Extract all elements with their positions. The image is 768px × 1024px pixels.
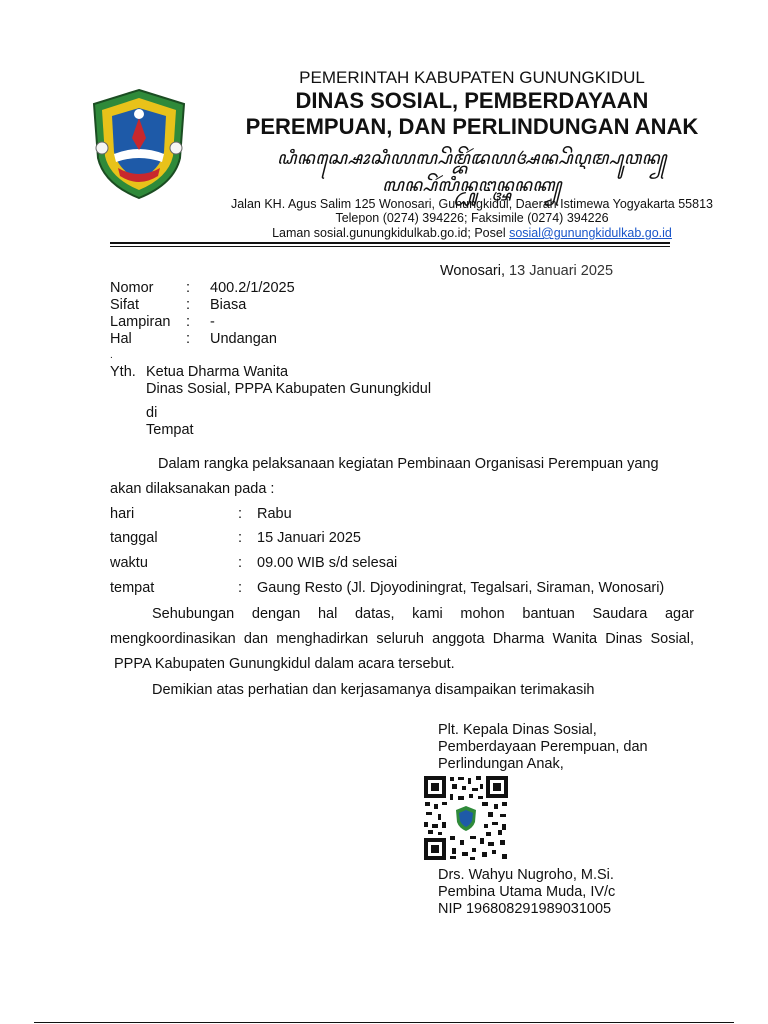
signer-rank: Pembina Utama Muda, IV/c (438, 884, 616, 900)
date-value: 13 Januari 2025 (509, 263, 614, 279)
recipient-line2: Dinas Sosial, PPPA Kabupaten Gunungkidul (146, 381, 432, 397)
detail-value-waktu: 09.00 WIB s/d selesai (257, 555, 398, 571)
address: Jalan KH. Agus Salim 125 Wonosari, Gunungkidul, Daerah Istimewa Yogyakarta 55813 (230, 197, 713, 211)
meta-value-nomor: 400.2/1/2025 (210, 280, 295, 296)
detail-value-tanggal: 15 Januari 2025 (257, 530, 361, 546)
meta-colon: : (186, 331, 191, 347)
meta-value-lampiran: - (210, 314, 215, 330)
detail-colon: : (238, 506, 243, 522)
letter-date (440, 263, 613, 280)
web-text: Laman sosial.gunungkidulkab.go.id; Posel (272, 226, 510, 240)
detail-value-tempat: Gaung Resto (Jl. Djoyodiningrat, Tegalsari, Siraman, Wonosari) (257, 580, 665, 596)
meta-label-lampiran: Lampiran (110, 314, 171, 330)
signer-title2: Pemberdayaan Perempuan, dan (438, 739, 648, 755)
meta-colon: : (186, 280, 191, 296)
gov-name: PEMERINTAH KABUPATEN GUNUNGKIDUL (299, 68, 645, 87)
meta-label-hal: Hal (110, 331, 132, 347)
detail-colon: : (238, 555, 243, 571)
email-link[interactable]: sosial@gunungkidulkab.go.id (509, 226, 672, 240)
meta-colon: : (186, 314, 191, 330)
recipient-line1: Ketua Dharma Wanita (146, 364, 289, 380)
para1-line1: Sehubungan dengan hal datas, kami mohon bantuan Saudara agar (152, 606, 694, 622)
header-rule-thick (110, 242, 670, 244)
detail-colon: : (238, 530, 243, 546)
recipient-place: Tempat (146, 422, 194, 438)
meta-label-sifat: Sifat (110, 297, 140, 313)
stray-dot: . (110, 350, 113, 361)
header-rule-thin (110, 246, 670, 247)
phone: Telepon (0274) 394226; Faksimile (0274) 394226 (335, 211, 609, 225)
detail-label-hari: hari (110, 506, 135, 522)
recipient-di: di (146, 405, 158, 421)
javanese-script-1: ꦝꦶꦤꦱ꧀ꦱꦺꦴꦱꦶꦪꦭ꧀ꦥꦼꦩ꧀ꦧꦼꦂꦢꦪꦄꦤ꧀ꦥꦼꦉꦩ꧀ꦥꦸꦮꦤ꧀ (277, 148, 667, 169)
meta-label-nomor: Nomor (110, 280, 154, 296)
qr-code-icon (422, 774, 510, 862)
closing-line: Demikian atas perhatian dan kerjasamanya disampaikan terimakasih (152, 682, 595, 698)
signer-title1: Plt. Kepala Dinas Sosial, (438, 722, 597, 738)
intro-line2: akan dilaksanakan pada : (110, 481, 275, 497)
meta-colon: : (186, 297, 191, 313)
detail-label-tanggal: tanggal (110, 530, 158, 546)
recipient-prefix: Yth. (110, 364, 136, 380)
intro-line1: Dalam rangka pelaksanaan kegiatan Pembinaan Organisasi Perempuan yang (158, 456, 659, 472)
gunungkidul-emblem-icon (88, 88, 190, 200)
signer-name: Drs. Wahyu Nugroho, M.Si. (438, 867, 614, 883)
web-email (196, 226, 748, 240)
javanese-script-2: ꦭꦤ꧀ꦥꦼꦂꦭꦶꦤ꧀ꦝꦸꦔꦤ꧀ꦄꦤꦏ꧀ (382, 175, 562, 196)
date-place: Wonosari, (440, 263, 510, 279)
agency-name-1: DINAS SOSIAL, PEMBERDAYAAN (295, 88, 649, 113)
meta-value-sifat: Biasa (210, 297, 247, 313)
page-bottom-rule (34, 1022, 734, 1023)
meta-value-hal: Undangan (210, 331, 277, 347)
agency-name-2: PEREMPUAN, DAN PERLINDUNGAN ANAK (245, 114, 699, 139)
detail-label-waktu: waktu (110, 555, 148, 571)
signer-title3: Perlindungan Anak, (438, 756, 564, 772)
detail-colon: : (238, 580, 243, 596)
signer-nip: NIP 196808291989031005 (438, 901, 612, 917)
detail-value-hari: Rabu (257, 506, 292, 522)
para1-line2: mengkoordinasikan dan menghadirkan seluruh anggota Dharma Wanita Dinas Sosial, (110, 631, 694, 647)
detail-label-tempat: tempat (110, 580, 155, 596)
para1-line3: PPPA Kabupaten Gunungkidul dalam acara tersebut. (114, 656, 455, 672)
